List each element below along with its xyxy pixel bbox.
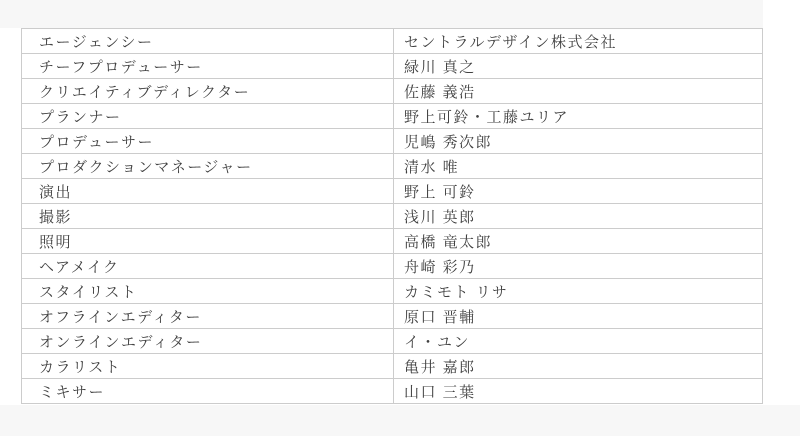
role-cell: プロデューサー [22, 129, 394, 154]
name-cell: イ・ユン [394, 329, 763, 354]
role-cell: プランナー [22, 104, 394, 129]
name-cell: 児嶋 秀次郎 [394, 129, 763, 154]
table-row [22, 129, 763, 154]
name-cell: 佐藤 義浩 [394, 79, 763, 104]
table-row [22, 179, 763, 204]
table-row [22, 279, 763, 304]
table-row [22, 79, 763, 104]
name-cell: 清水 唯 [394, 154, 763, 179]
name-cell: 緑川 真之 [394, 54, 763, 79]
name-cell: 舟崎 彩乃 [394, 254, 763, 279]
table-row [22, 354, 763, 379]
table-row [22, 229, 763, 254]
role-cell: プロダクションマネージャー [22, 154, 394, 179]
role-cell: 撮影 [22, 204, 394, 229]
table-row [22, 154, 763, 179]
role-cell: ヘアメイク [22, 254, 394, 279]
table-row [22, 29, 763, 54]
role-cell: チーフプロデューサー [22, 54, 394, 79]
name-cell: 浅川 英郎 [394, 204, 763, 229]
name-cell: 原口 晋輔 [394, 304, 763, 329]
table-row [22, 204, 763, 229]
page-bottom-strip [0, 405, 800, 436]
role-cell: カラリスト [22, 354, 394, 379]
role-cell: オフラインエディター [22, 304, 394, 329]
role-cell: クリエイティブディレクター [22, 79, 394, 104]
name-cell: 亀井 嘉郎 [394, 354, 763, 379]
role-cell: エージェンシー [22, 29, 394, 54]
table-row [22, 104, 763, 129]
role-cell: オンラインエディター [22, 329, 394, 354]
name-cell: 高橋 竜太郎 [394, 229, 763, 254]
role-cell: 照明 [22, 229, 394, 254]
page-top-strip [0, 0, 763, 28]
staff-credits-table [21, 28, 763, 404]
table-row [22, 54, 763, 79]
role-cell: スタイリスト [22, 279, 394, 304]
table-row [22, 254, 763, 279]
table-row [22, 329, 763, 354]
name-cell: 野上可鈴・工藤ユリア [394, 104, 763, 129]
table-row [22, 304, 763, 329]
name-cell: 山口 三葉 [394, 379, 763, 404]
name-cell: セントラルデザイン株式会社 [394, 29, 763, 54]
role-cell: ミキサー [22, 379, 394, 404]
name-cell: 野上 可鈴 [394, 179, 763, 204]
role-cell: 演出 [22, 179, 394, 204]
table-row [22, 379, 763, 404]
name-cell: カミモト リサ [394, 279, 763, 304]
